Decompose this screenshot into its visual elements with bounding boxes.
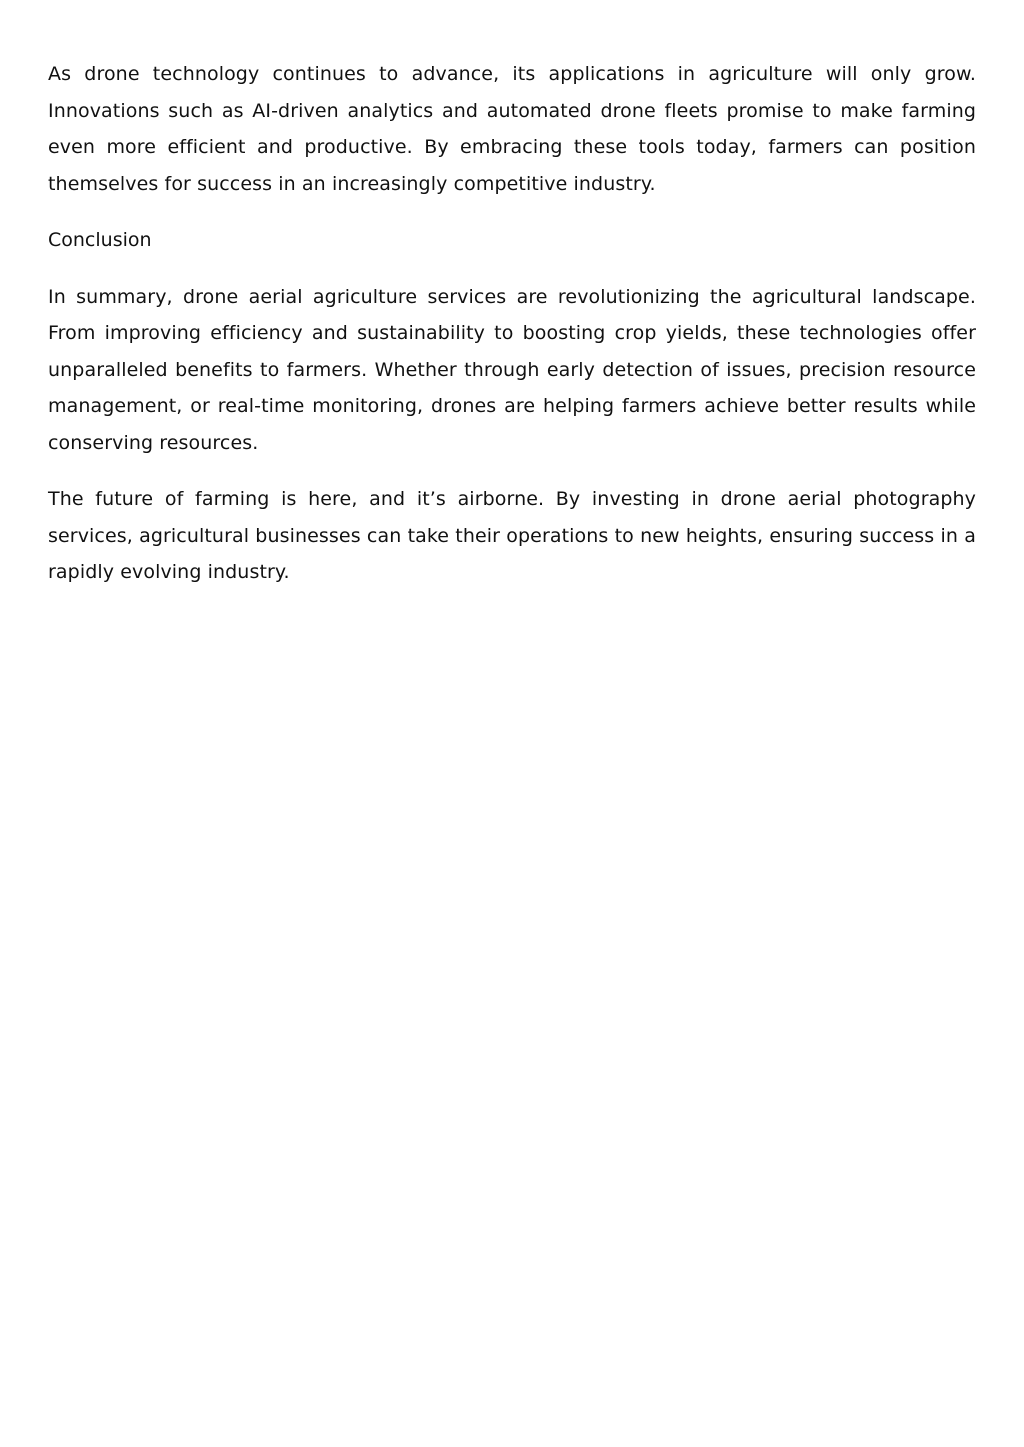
section-heading-conclusion: Conclusion [48, 229, 152, 251]
paragraph-future-of-farming: The future of farming is here, and it’s airborne. By investing in drone aerial photography services, agricultural businesses can take their operations to new heights, ensuring success in a rapidly evolving industry. [48, 488, 976, 583]
paragraph-drone-advances: As drone technology continues to advance, its applications in agriculture will only grow. Innovations such as AI-driven analytics and automated drone fleets promise to make farming even more efficient and productive. By embracing these tools today, farmers can position themselves for success in an increasingly competitive industry. [48, 63, 976, 195]
paragraph-summary: In summary, drone aerial agriculture services are revolutionizing the agricultural landscape. From improving efficiency and sustainability to boosting crop yields, these technologies offer unparalleled benefits to farmers. Whether through early detection of issues, precision resource management, or real-time monitoring, drones are helping farmers achieve better results while conserving resources. [48, 285, 976, 454]
document-page [48, 56, 976, 611]
